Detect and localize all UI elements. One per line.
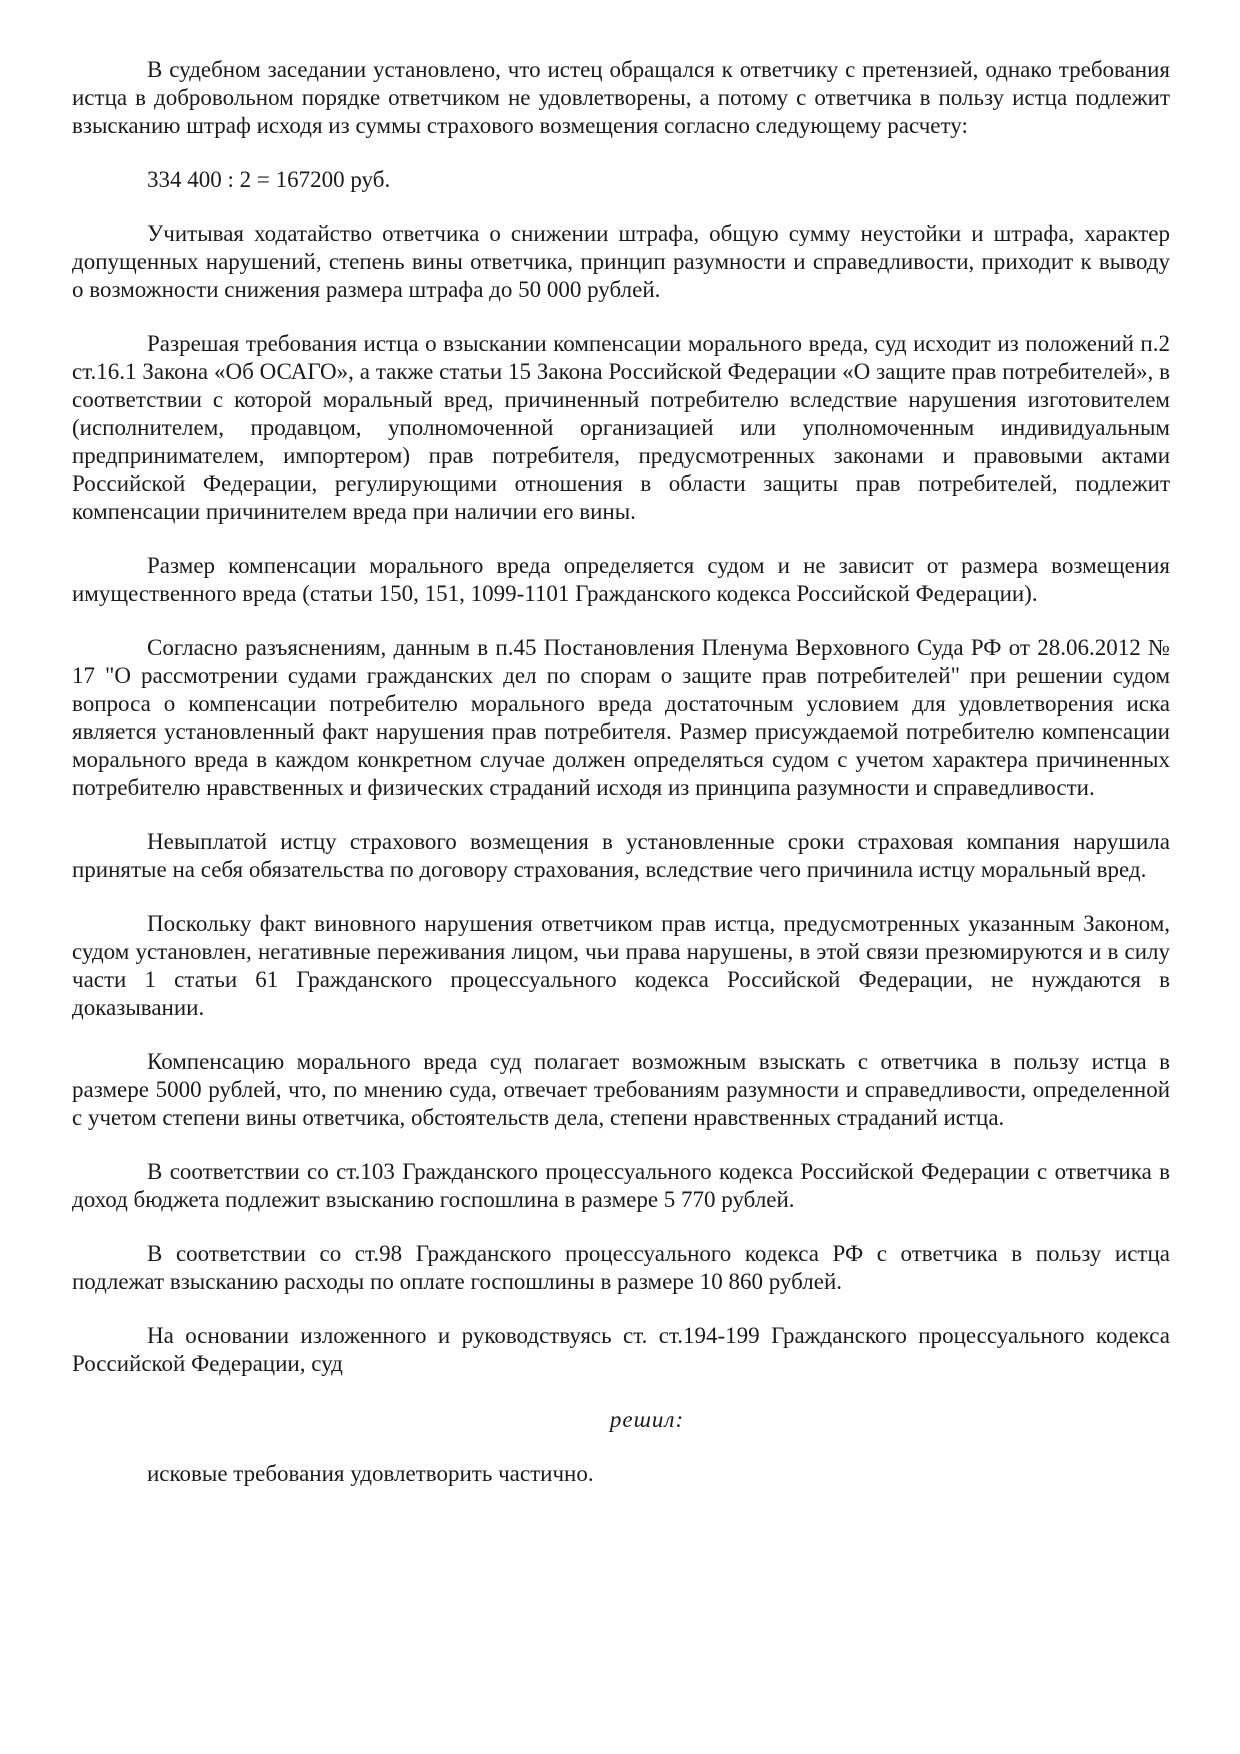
paragraph-penalty-reduction: Учитывая ходатайство ответчика о снижении штрафа, общую сумму неустойки и штрафа, характер допущенных нарушений, степень вины ответчика, принцип разумности и справедливости, приходит к выводу о возможности снижения размера штрафа до 50 000 рублей.: [72, 221, 1170, 302]
paragraph-state-duty-reimbursement: В соответствии со ст.98 Гражданского процессуального кодекса РФ с ответчика в пользу истца подлежат взысканию расходы по оплате госпошлины в размере 10 860 рублей.: [72, 1241, 1170, 1294]
paragraph-presumption: Поскольку факт виновного нарушения ответчиком прав истца, предусмотренных указанным Законом, судом установлен, негативные переживания лицом, чьи права нарушены, в этой связи презюмируются и в силу части 1 статьи 61 Гражданского процессуального кодекса Российской Федерации, не нуждаются в доказывании.: [72, 911, 1170, 1020]
paragraph-compensation-amount: Компенсацию морального вреда суд полагает возможным взыскать с ответчика в пользу истца в размере 5000 рублей, что, по мнению суда, отвечает требованиям разумности и справедливости, определенной с учетом степени вины ответчика, обстоятельств дела, степени нравственных страданий истца.: [72, 1049, 1170, 1130]
paragraph-insurer-breach: Невыплатой истцу страхового возмещения в установленные сроки страховая компания нарушила принятые на себя обязательства по договору страхования, вследствие чего причинила истцу моральный вред.: [72, 829, 1170, 882]
paragraph-moral-damage-basis: Разрешая требования истца о взыскании компенсации морального вреда, суд исходит из положений п.2 ст.16.1 Закона «Об ОСАГО», а также статьи 15 Закона Российской Федерации «О защите прав потребителей», в соответствии с которой моральный вред, причиненный потребителю вследствие нарушения изготовителем (исполнителем, продавцом, уполномоченной организацией или уполномоченным индивидуальным предпринимателем, импортером) прав потребителя, предусмотренных законами и правовыми актами Российской Федерации, регулирующими отношения в области защиты прав потребителей, подлежит компенсации причинителем вреда при наличии его вины.: [72, 331, 1170, 524]
paragraph-plenum-clarification: Согласно разъяснениям, данным в п.45 Постановления Пленума Верховного Суда РФ от 28.06.2012 № 17 "О рассмотрении судами гражданских дел по спорам о защите прав потребителей" при решении судом вопроса о компенсации потребителю морального вреда достаточным условием для удовлетворения иска является установленный факт нарушения прав потребителя. Размер присуждаемой потребителю компенсации морального вреда в каждом конкретном случае должен определяться судом с учетом характера причиненных потребителю нравственных и физических страданий исходя из принципа разумности и справедливости.: [72, 635, 1170, 800]
paragraph-penalty-calculation: 334 400 : 2 = 167200 руб.: [147, 167, 391, 192]
decision-heading: решил:: [609, 1407, 685, 1432]
document-page: [72, 56, 1170, 1514]
paragraph-moral-damage-size: Размер компенсации морального вреда определяется судом и не зависит от размера возмещения имущественного вреда (статьи 150, 151, 1099-1101 Гражданского кодекса Российской Федерации).: [72, 553, 1170, 606]
paragraph-final-ruling: исковые требования удовлетворить частично.: [147, 1461, 594, 1486]
paragraph-penalty-claim: В судебном заседании установлено, что истец обращался к ответчику с претензией, однако требования истца в добровольном порядке ответчиком не удовлетворены, а потому с ответчика в пользу истца подлежит взысканию штраф исходя из суммы страхового возмещения согласно следующему расчету:: [72, 57, 1170, 138]
paragraph-state-duty-budget: В соответствии со ст.103 Гражданского процессуального кодекса Российской Федерации с ответчика в доход бюджета подлежит взысканию госпошлина в размере 5 770 рублей.: [72, 1159, 1170, 1212]
paragraph-legal-basis: На основании изложенного и руководствуясь ст. ст.194-199 Гражданского процессуального кодекса Российской Федерации, суд: [72, 1323, 1170, 1376]
